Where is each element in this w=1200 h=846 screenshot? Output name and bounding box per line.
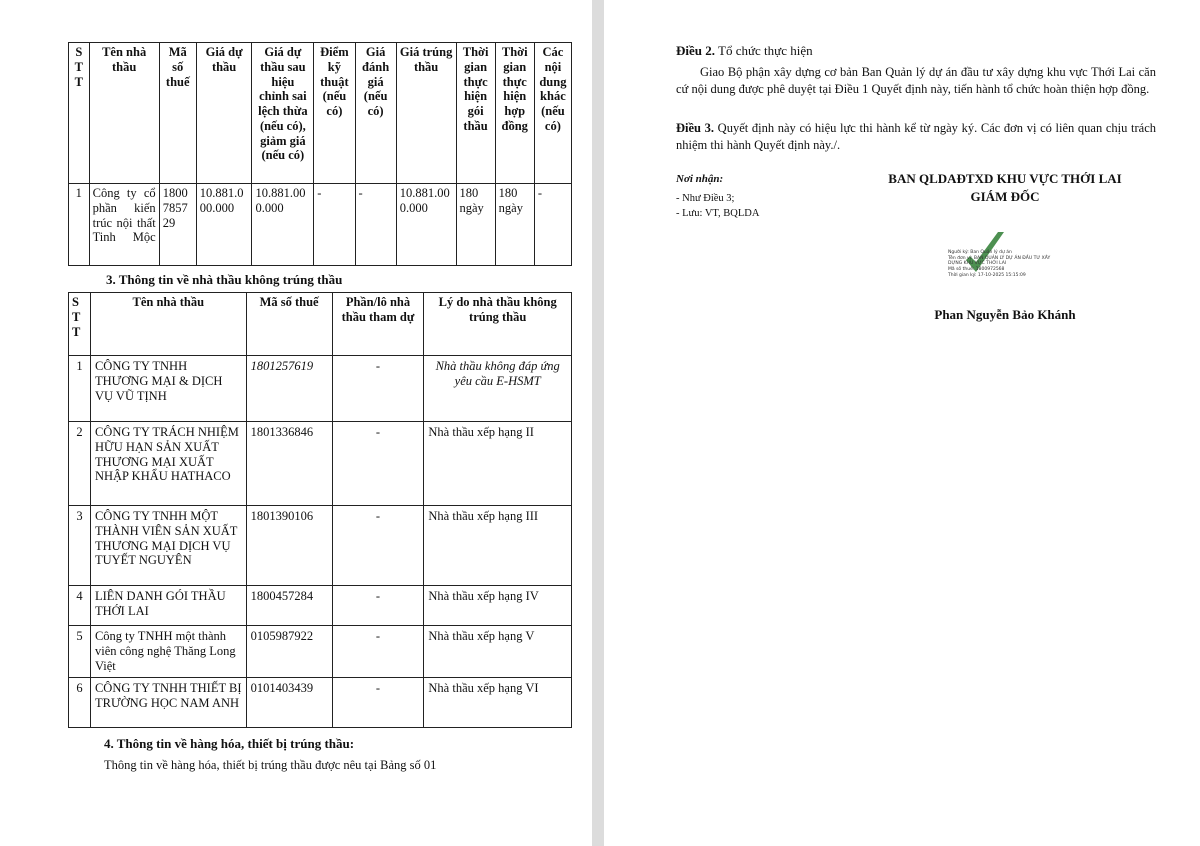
table-row <box>69 586 572 626</box>
article-2-label: Điều 2. <box>676 43 715 58</box>
cell-lot: - <box>332 506 424 586</box>
table-row <box>69 626 572 678</box>
header-cell: Tên nhà thầu <box>89 43 159 184</box>
signing-organization: BAN QLDAĐTXD KHU VỰC THỚI LAI <box>888 171 1122 186</box>
cell-reason: Nhà thầu xếp hạng IV <box>424 586 572 626</box>
cell-reason: Nhà thầu không đáp ứng yêu cầu E-HSMT <box>424 356 572 422</box>
table-row <box>69 422 572 506</box>
cell-lot: - <box>332 422 424 506</box>
stamp-line: Tên đơn vị: BAN QUẢN LÝ DỰ ÁN ĐẦU TƯ XÂY <box>948 255 1051 261</box>
cell-reason: Nhà thầu xếp hạng III <box>424 506 572 586</box>
article-3-body: Quyết định này có hiệu lực thi hành kể từ ngày ký. Các đơn vị có liên quan chịu trách nhiệm thi hành Quyết định này./. <box>676 121 1156 152</box>
digital-signature-details <box>948 250 1050 278</box>
cell-bidder-name: CÔNG TY TRÁCH NHIỆM HỮU HẠN SẢN XUẤT THƯƠNG MẠI XUẤT NHẬP KHẨU HATHACO <box>90 422 246 506</box>
cell-reason: Nhà thầu xếp hạng II <box>424 422 572 506</box>
cell-bidder-name: CÔNG TY TNHH MỘT THÀNH VIÊN SẢN XUẤT THƯƠNG MẠI DỊCH VỤ TUYẾT NGUYÊN <box>90 506 246 586</box>
cell-win-price: 10.881.000.000 <box>396 184 456 266</box>
section-3-title: 3. Thông tin về nhà thầu không trúng thầu <box>106 272 343 287</box>
cell-bidder-name: LIÊN DANH GÓI THẦU THỚI LAI <box>90 586 246 626</box>
cell-tax-code: 1800457284 <box>246 586 332 626</box>
article-2-title: Tổ chức thực hiện <box>715 43 813 58</box>
cell-package-time: 180 ngày <box>456 184 495 266</box>
cell-tax-code: 1800785729 <box>159 184 196 266</box>
header-cell: STT <box>69 43 90 184</box>
header-cell: Thời gian thực hiện hợp đồng <box>495 43 534 184</box>
header-cell: Các nội dung khác (nếu có) <box>534 43 571 184</box>
recipients-title: Nơi nhận: <box>676 173 724 185</box>
cell-other: - <box>534 184 571 266</box>
header-cell: Giá đánh giá (nếu có) <box>355 43 396 184</box>
table-header-row <box>69 293 572 356</box>
winning-bidder-table <box>68 42 572 266</box>
header-cell: Giá dự thầu <box>196 43 252 184</box>
cell-stt: 3 <box>69 506 91 586</box>
cell-bidder-name: Công ty cổ phần kiến trúc nội thất Tinh Mộc <box>89 184 159 266</box>
header-cell: Lý do nhà thầu không trúng thầu <box>424 293 572 356</box>
section-4-body: Thông tin về hàng hóa, thiết bị trúng thầu được nêu tại Bảng số 01 <box>104 758 437 772</box>
header-cell: Phần/lô nhà thầu tham dự <box>332 293 424 356</box>
cell-reason: Nhà thầu xếp hạng VI <box>424 678 572 728</box>
cell-contract-time: 180 ngày <box>495 184 534 266</box>
stamp-line: Người ký: Ban Quản lý dự án <box>948 250 1012 255</box>
cell-stt: 1 <box>69 184 90 266</box>
stamp-line: Mã số thuế: 1800972568 <box>948 266 1005 272</box>
losing-bidders-table <box>68 292 572 728</box>
cell-bidder-name: CÔNG TY TNHH THIẾT BỊ TRƯỜNG HỌC NAM ANH <box>90 678 246 728</box>
header-cell: Giá dự thầu sau hiệu chỉnh sai lệch thừa (nếu có), giảm giá (nếu có) <box>252 43 314 184</box>
stamp-line: Thời gian ký: 17-10-2025 15:15:09 <box>948 272 1026 278</box>
header-cell: Tên nhà thầu <box>90 293 246 356</box>
cell-stt: 4 <box>69 586 91 626</box>
cell-stt: 1 <box>69 356 91 422</box>
cell-adjusted-price: 10.881.000.000 <box>252 184 314 266</box>
recipient-item: - Lưu: VT, BQLDA <box>676 207 760 219</box>
header-cell: Giá trúng thầu <box>396 43 456 184</box>
article-2-body: Giao Bộ phận xây dựng cơ bản Ban Quản lý dự án đầu tư xây dựng khu vực Thới Lai căn cứ nội dung được phê duyệt tại Điều 1 Quyết định này, tiến hành tổ chức hoàn thiện hợp đồng. <box>676 65 1156 96</box>
cell-lot: - <box>332 678 424 728</box>
stamp-line: DỰNG KHU VỰC THỚI LAI <box>948 261 1007 267</box>
signer-name: Phan Nguyễn Bảo Khánh <box>934 307 1076 322</box>
cell-tax-code: 1801390106 <box>246 506 332 586</box>
header-cell: Mã số thuế <box>159 43 196 184</box>
cell-tax-code: 0101403439 <box>246 678 332 728</box>
article-2-heading <box>676 42 813 60</box>
recipients-list <box>676 192 759 221</box>
cell-lot: - <box>332 586 424 626</box>
cell-tax-code: 1801336846 <box>246 422 332 506</box>
recipient-item: - Như Điều 3; <box>676 193 735 204</box>
table-header-row <box>69 43 572 184</box>
cell-tax-code: 0105987922 <box>246 626 332 678</box>
header-cell: Thời gian thực hiện gói thầu <box>456 43 495 184</box>
cell-lot: - <box>332 626 424 678</box>
cell-stt: 6 <box>69 678 91 728</box>
header-cell: Điểm kỹ thuật (nếu có) <box>314 43 355 184</box>
table-row <box>69 506 572 586</box>
header-cell: STT <box>69 293 91 356</box>
table-row <box>69 678 572 728</box>
cell-reason: Nhà thầu xếp hạng V <box>424 626 572 678</box>
cell-bidder-name: CÔNG TY TNHH THƯƠNG MẠI & DỊCH VỤ VŨ TỊNH <box>90 356 246 422</box>
page-gutter <box>592 0 604 846</box>
cell-tech-score: - <box>314 184 355 266</box>
cell-lot: - <box>332 356 424 422</box>
article-3-paragraph <box>676 120 1156 154</box>
cell-bid-price: 10.881.000.000 <box>196 184 252 266</box>
cell-stt: 5 <box>69 626 91 678</box>
table-row <box>69 356 572 422</box>
cell-bidder-name: Công ty TNHH một thành viên công nghệ Thăng Long Việt <box>90 626 246 678</box>
cell-tax-code: 1801257619 <box>246 356 332 422</box>
cell-eval-price: - <box>355 184 396 266</box>
signer-role: GIÁM ĐỐC <box>970 189 1040 204</box>
cell-stt: 2 <box>69 422 91 506</box>
header-cell: Mã số thuế <box>246 293 332 356</box>
section-4-title: 4. Thông tin về hàng hóa, thiết bị trúng thầu: <box>104 736 355 751</box>
article-3-label: Điều 3. <box>676 121 715 135</box>
table-row <box>69 184 572 266</box>
